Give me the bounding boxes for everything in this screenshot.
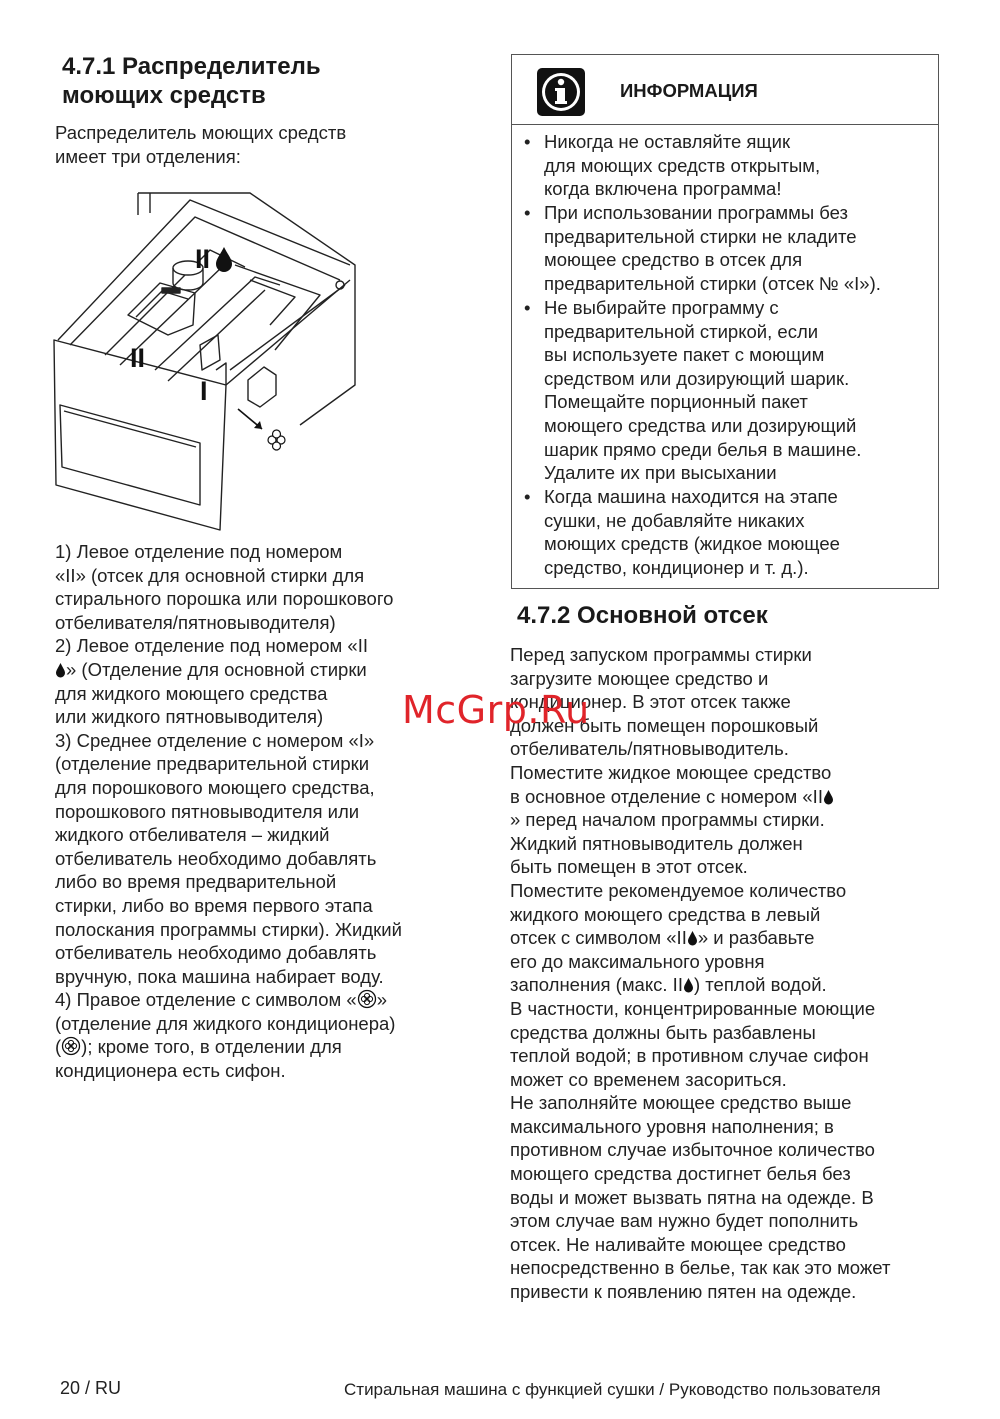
text-line: отбеливатель/пятновыводитель. [510,738,789,760]
text-line: 1) Левое отделение под номером [55,541,343,562]
text-line: (отделение предварительной стирки [55,753,370,775]
text-line: сушки, не добавляйте никаких [544,509,805,531]
text-line: моющих средств (жидкое моющее [544,533,840,555]
text-fragment: заполнения (макс. II [510,974,683,996]
watermark: McGrp.Ru [402,688,590,732]
title-line: 4.7.1 Распределитель [62,53,321,80]
text-line: кондиционер. В этот отсек также [510,691,791,713]
text-line: порошкового пятновыводителя или [55,800,360,822]
text-line: моющего средства достигнет белья без [510,1163,851,1185]
information-header [512,55,938,125]
document-title: Стиральная машина с функцией сушки / Руководство пользователя [344,1380,881,1399]
text-line: стирки, либо во время первого этапа [55,894,373,916]
label-compartment-ii-liquid: II [195,244,211,274]
info-icon [535,66,587,118]
text-fragment: ( [55,1036,62,1058]
text-line: может со временем засориться. [510,1068,787,1090]
text-line: полоскания программы стирки). Жидкий [55,918,402,940]
text-line: Помещайте порционный пакет [544,391,808,413]
information-title: ИНФОРМАЦИЯ [620,80,758,101]
text-line: предварительной стирки (отсек № «I»). [544,272,881,294]
text-line: «II» (отсек для основной стирки для [55,564,365,586]
bullet: • [524,131,531,152]
text-line: Когда машина находится на этапе [544,486,838,507]
text-line: имеет три отделения: [55,145,241,167]
text-line: Не выбирайте программу с [544,297,779,318]
softener-symbol-icon [357,989,377,1009]
text-line: моющее средство в отсек для [544,249,803,271]
bullet: • [524,202,531,223]
text-line: максимального уровня наполнения; в [510,1115,834,1137]
text-line: отсек. Не наливайте моющее средство [510,1233,846,1255]
text-line: противном случае избыточное количество [510,1139,875,1161]
text-line: привести к появлению пятен на одежде. [510,1281,857,1303]
text-line: средство, кондиционер и т. д.). [544,556,809,578]
text-line: Поместите жидкое моющее средство [510,761,832,783]
text-fragment: в основное отделение с номером «II [510,785,823,807]
text-line: Перед запуском программы стирки [510,644,812,665]
text-line: средством или дозирующий шарик. [544,367,850,389]
text-line: » перед началом программы стирки. [510,809,825,831]
text-line: Жидкий пятновыводитель должен [510,832,803,854]
text-line: должен быть помещен порошковый [510,714,819,736]
text-line: либо во время предварительной [55,871,337,893]
softener-flower-icon [268,430,285,450]
text-line: жидкого моющего средства в левый [510,903,821,925]
text-fragment: 4) Правое отделение с символом « [55,989,357,1011]
liquid-drop-icon [823,789,834,805]
liquid-drop-icon [683,977,694,993]
text-line: быть помещен в этот отсек. [510,856,748,878]
text-line [55,658,402,682]
text-line: воды и может вызвать пятна на одежде. В [510,1186,874,1208]
text-line: 2) Левое отделение под номером «II [55,635,368,657]
text-fragment: » [376,989,388,1011]
text-line: 3) Среднее отделение с номером «I» [55,729,375,751]
text-line: В частности, концентрированные моющие [510,997,876,1019]
softener-symbol-icon [61,1036,81,1056]
text-line: При использовании программы без [544,202,849,223]
text-line: Не заполняйте моющее средство выше [510,1092,852,1114]
text-line: непосредственно в белье, так как это может [510,1257,891,1279]
text-line [510,973,890,997]
section-title-4-7-1 [62,52,321,110]
text-line: Распределитель моющих средств [55,122,347,143]
intro-paragraph [55,121,346,168]
liquid-drop-icon [216,247,232,272]
text-line: загрузите моющее средство и [510,667,769,689]
text-line: для жидкого моющего средства [55,682,328,704]
text-line: теплой водой; в противном случае сифон [510,1045,869,1067]
bullet: • [524,486,531,507]
text-line: Никогда не оставляйте ящик [544,131,791,152]
text-line: кондиционера есть сифон. [55,1060,286,1082]
text-line: жидкого отбеливателя – жидкий [55,824,330,846]
text-line [510,785,890,809]
text-line: предварительной стирки не кладите [544,225,857,247]
liquid-drop-icon [687,930,698,946]
text-fragment: ); кроме того, в отделении для [81,1036,342,1058]
bullet: • [524,297,531,318]
section-title-4-7-2: 4.7.2 Основной отсек [517,602,768,629]
text-line: для порошкового моющего средства, [55,776,375,798]
label-compartment-ii: II [130,343,146,373]
main-compartment-text [510,643,890,1304]
text-line: или жидкого пятновыводителя) [55,706,324,728]
label-compartment-i: I [200,376,208,406]
text-line: моющего средства или дозирующий [544,414,857,436]
text-line: средства должны быть разбавлены [510,1021,816,1043]
text-line: его до максимального уровня [510,950,765,972]
title-line: моющих средств [62,82,266,109]
text-line [55,1035,402,1059]
text-line: когда включена программа! [544,178,782,200]
text-fragment: » (Отделение для основной стирки [66,658,367,680]
liquid-drop-icon [55,662,66,678]
text-line: вы используете пакет с моющим [544,344,825,366]
text-line: Удалите их при высыхании [544,462,777,484]
text-line [510,926,890,950]
text-line: предварительной стиркой, если [544,320,819,342]
text-line: вручную, пока машина набирает воду. [55,965,384,987]
text-fragment: отсек с символом «II [510,927,687,949]
text-fragment: ) теплой водой. [693,974,827,996]
page-number: 20 / RU [60,1378,122,1398]
text-line: Поместите рекомендуемое количество [510,879,847,901]
text-line: для моющих средств открытым, [544,154,821,176]
text-line: (отделение для жидкого кондиционера) [55,1012,396,1034]
text-fragment: » и разбавьте [697,927,815,949]
text-line: отбеливатель необходимо добавлять [55,847,377,869]
text-line: отбеливатель необходимо добавлять [55,942,377,964]
text-line: шарик прямо среди белья в машине. [544,438,862,460]
text-line: этом случае вам нужно будет пополнить [510,1210,859,1232]
text-line [55,988,402,1012]
text-line: стирального порошка или порошкового [55,588,394,610]
compartment-descriptions [55,540,402,1083]
text-line: отбеливателя/пятновыводителя) [55,611,336,633]
detergent-drawer-diagram [50,185,380,535]
information-box [511,54,939,589]
